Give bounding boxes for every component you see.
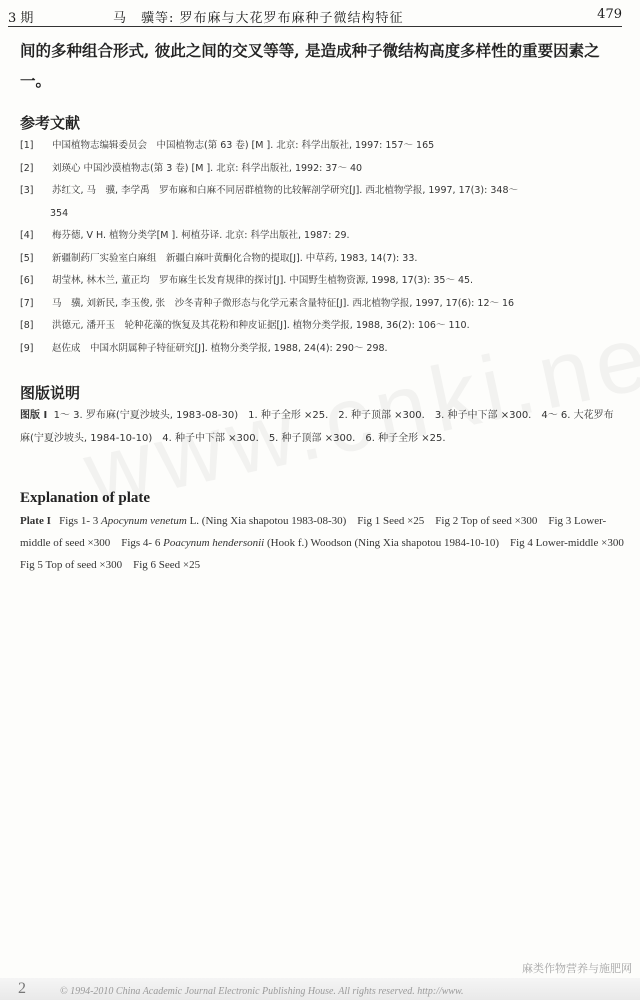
reference-text: 胡莹林, 林木兰, 董正均 罗布麻生长发育规律的探讨[J]. 中国野生植物资源, 1998, 17(3): 35～ 45. bbox=[52, 275, 474, 286]
plate-en-caption bbox=[20, 510, 635, 576]
reference-number: [6] bbox=[20, 275, 34, 286]
reference-item bbox=[20, 135, 622, 158]
reference-text: 梅芬德, V H. 植物分类学[M ]. 柯植芬译. 北京: 科学出版社, 1987: 29. bbox=[52, 230, 350, 241]
species-name-1: Apocynum venetum bbox=[100, 515, 187, 527]
reference-number: [1] bbox=[20, 140, 34, 151]
plate-en-text-3: (Hook f.) Woodson (Ning Xia shapotou 1984-10-10) Fig 4 Lower-middle ×300 Fig 5 Top of seed ×300 Fig 6 Seed ×25 bbox=[20, 537, 635, 571]
reference-item bbox=[20, 315, 622, 338]
reference-list bbox=[20, 135, 622, 360]
plate-cn-title: 图版说明 bbox=[20, 384, 81, 402]
page-number: 479 bbox=[597, 7, 622, 22]
plate-en-text-2: L. (Ning Xia shapotou 1983-08-30) Fig 1 Seed ×25 Fig 2 Top of seed ×300 Fig 3 Lower-middle of seed ×300 Figs 4- 6 bbox=[20, 515, 607, 549]
reference-item bbox=[20, 248, 622, 271]
species-name-2: Poacynum hendersonii bbox=[163, 537, 265, 549]
issue-label: 3 期 bbox=[8, 11, 34, 26]
intro-paragraph: 间的多种组合形式, 彼此之间的交叉等等, 是造成种子微结构高度多样性的重要因素之一。 bbox=[20, 41, 600, 90]
reference-item bbox=[20, 338, 622, 361]
references-title: 参考文献 bbox=[20, 114, 81, 132]
reference-text: 赵佐成 中国水阴属种子特征研究[J]. 植物分类学报, 1988, 24(4): 290～ 298. bbox=[52, 342, 388, 354]
footer-corner-mark: 2 bbox=[18, 980, 26, 997]
reference-text: 刘瑛心 中国沙漠植物志(第 3 卷) [M ]. 北京: 科学出版社, 1992: 37～ 40 bbox=[52, 162, 363, 174]
reference-number: [2] bbox=[20, 162, 34, 174]
reference-number: [3] bbox=[20, 185, 34, 196]
reference-item bbox=[20, 270, 622, 293]
reference-text: 马 骥, 刘新民, 李玉俊, 张 沙冬青种子微形态与化学元素含量特征[J]. 西北植物学报, 1997, 17(6): 12～ 16 bbox=[52, 297, 515, 309]
reference-number: [5] bbox=[20, 252, 34, 264]
reference-text: 新疆制药厂实验室白麻组 新疆白麻叶黄酮化合物的提取[J]. 中草药, 1983, 14(7): 33. bbox=[52, 252, 418, 264]
plate-en-lead: Plate I bbox=[20, 515, 51, 527]
reference-text: 洪德元, 潘开玉 轮种花藻的恢复及其花粉和种皮证据[J]. 植物分类学报, 1988, 36(2): 106～ 110. bbox=[52, 320, 470, 331]
reference-continuation: 354 bbox=[50, 207, 69, 219]
plate-cn-lead: 图版 I bbox=[20, 410, 48, 421]
running-title: 马 骥等: 罗布麻与大花罗布麻种子微结构特征 bbox=[113, 11, 404, 26]
running-header bbox=[8, 4, 622, 27]
reference-item bbox=[20, 180, 622, 225]
reference-item bbox=[20, 158, 622, 181]
plate-cn-caption bbox=[20, 404, 622, 450]
reference-item bbox=[20, 293, 622, 316]
reference-number: [7] bbox=[20, 297, 34, 309]
plate-en-text-1: Figs 1- 3 bbox=[59, 515, 99, 527]
reference-item bbox=[20, 225, 622, 248]
footer-copyright: © 1994-2010 China Academic Journal Electronic Publishing House. All rights reserved. http://www. bbox=[60, 986, 464, 997]
reference-number: [9] bbox=[20, 342, 34, 354]
plate-en-title: Explanation of plate bbox=[20, 490, 151, 506]
reference-text: 中国植物志编辑委员会 中国植物志(第 63 卷) [M ]. 北京: 科学出版社, 1997: 157～ 165 bbox=[52, 140, 435, 151]
footer-bar bbox=[0, 978, 640, 1000]
reference-text: 苏红文, 马 骥, 李学禹 罗布麻和白麻不同居群植物的比较解剖学研究[J]. 西北植物学报, 1997, 17(3): 348～ bbox=[52, 185, 518, 196]
site-brand-name: 麻类作物营养与施肥网 bbox=[522, 962, 632, 975]
plate-cn-text: 1～ 3. 罗布麻(宁夏沙坡头, 1983-08-30) 1. 种子全形 ×25. 2. 种子顶部 ×300. 3. 种子中下部 ×300. 4～ 6. 大花罗布麻(宁夏沙坡头, 1984-10-10) 4. 种子中下部 ×300. 5. 种子顶部 ×300. 6. 种子全形 ×25. bbox=[20, 410, 614, 444]
reference-number: [8] bbox=[20, 320, 34, 331]
reference-number: [4] bbox=[20, 230, 34, 241]
